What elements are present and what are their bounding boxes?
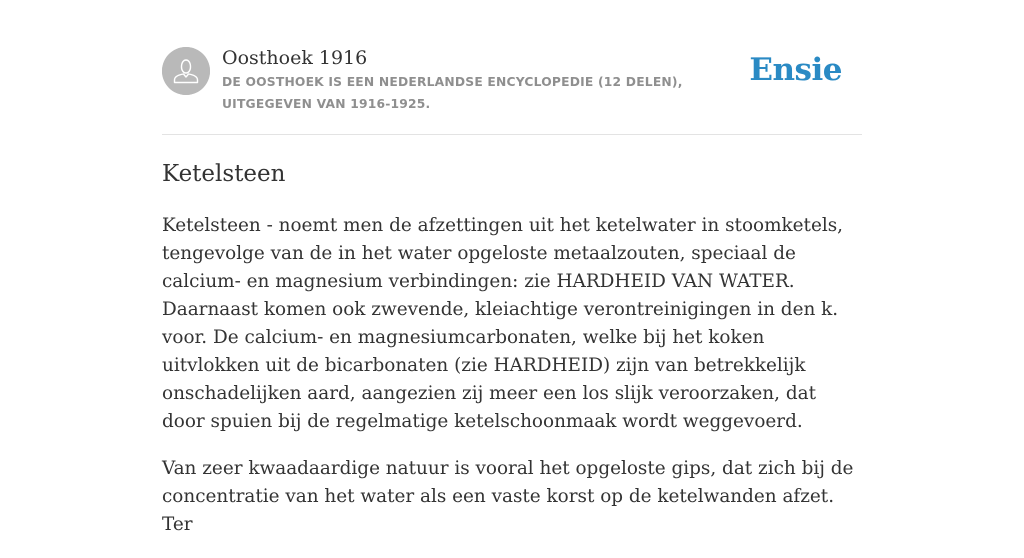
article-body [162,212,862,558]
article-title: Ketelsteen [162,161,286,187]
source-header [162,0,862,135]
article-paragraph: Van zeer kwaadaardige natuur is vooral het opgeloste gips, dat zich bij de concentratie van het water als een vaste korst op de ketelwanden afzet. Ter [162,458,854,535]
source-name[interactable]: Oosthoek 1916 [222,47,368,69]
content-container [162,0,862,535]
user-silhouette-icon [162,47,210,95]
article-paragraph: Ketelsteen - noemt men de afzettingen uit het ketelwater in stoomketels, tengevolge van de in het water opgeloste metaalzouten, speciaal de calcium- en magnesium verbindingen: zie HARDHEID VAN WATER. Daarnaast komen ook zwevende, kleiachtige verontreinigingen in den k. voor. De calcium- en magnesiumcarbonaten, welke bij het koken uitvlokken uit de bicarbonaten (zie HARDHEID) zijn van betrekkelijk onschadelijken aard, aangezien zij meer een los slijk veroorzaken, dat door spuien bij de regelmatige ketelschoonmaak wordt weggevoerd. [162,215,843,432]
source-description: DE OOSTHOEK IS EEN NEDERLANDSE ENCYCLOPEDIE (12 DELEN), UITGEGEVEN VAN 1916-1925. [222,75,683,111]
avatar[interactable] [162,47,210,95]
brand-logo[interactable]: Ensie [749,52,842,88]
